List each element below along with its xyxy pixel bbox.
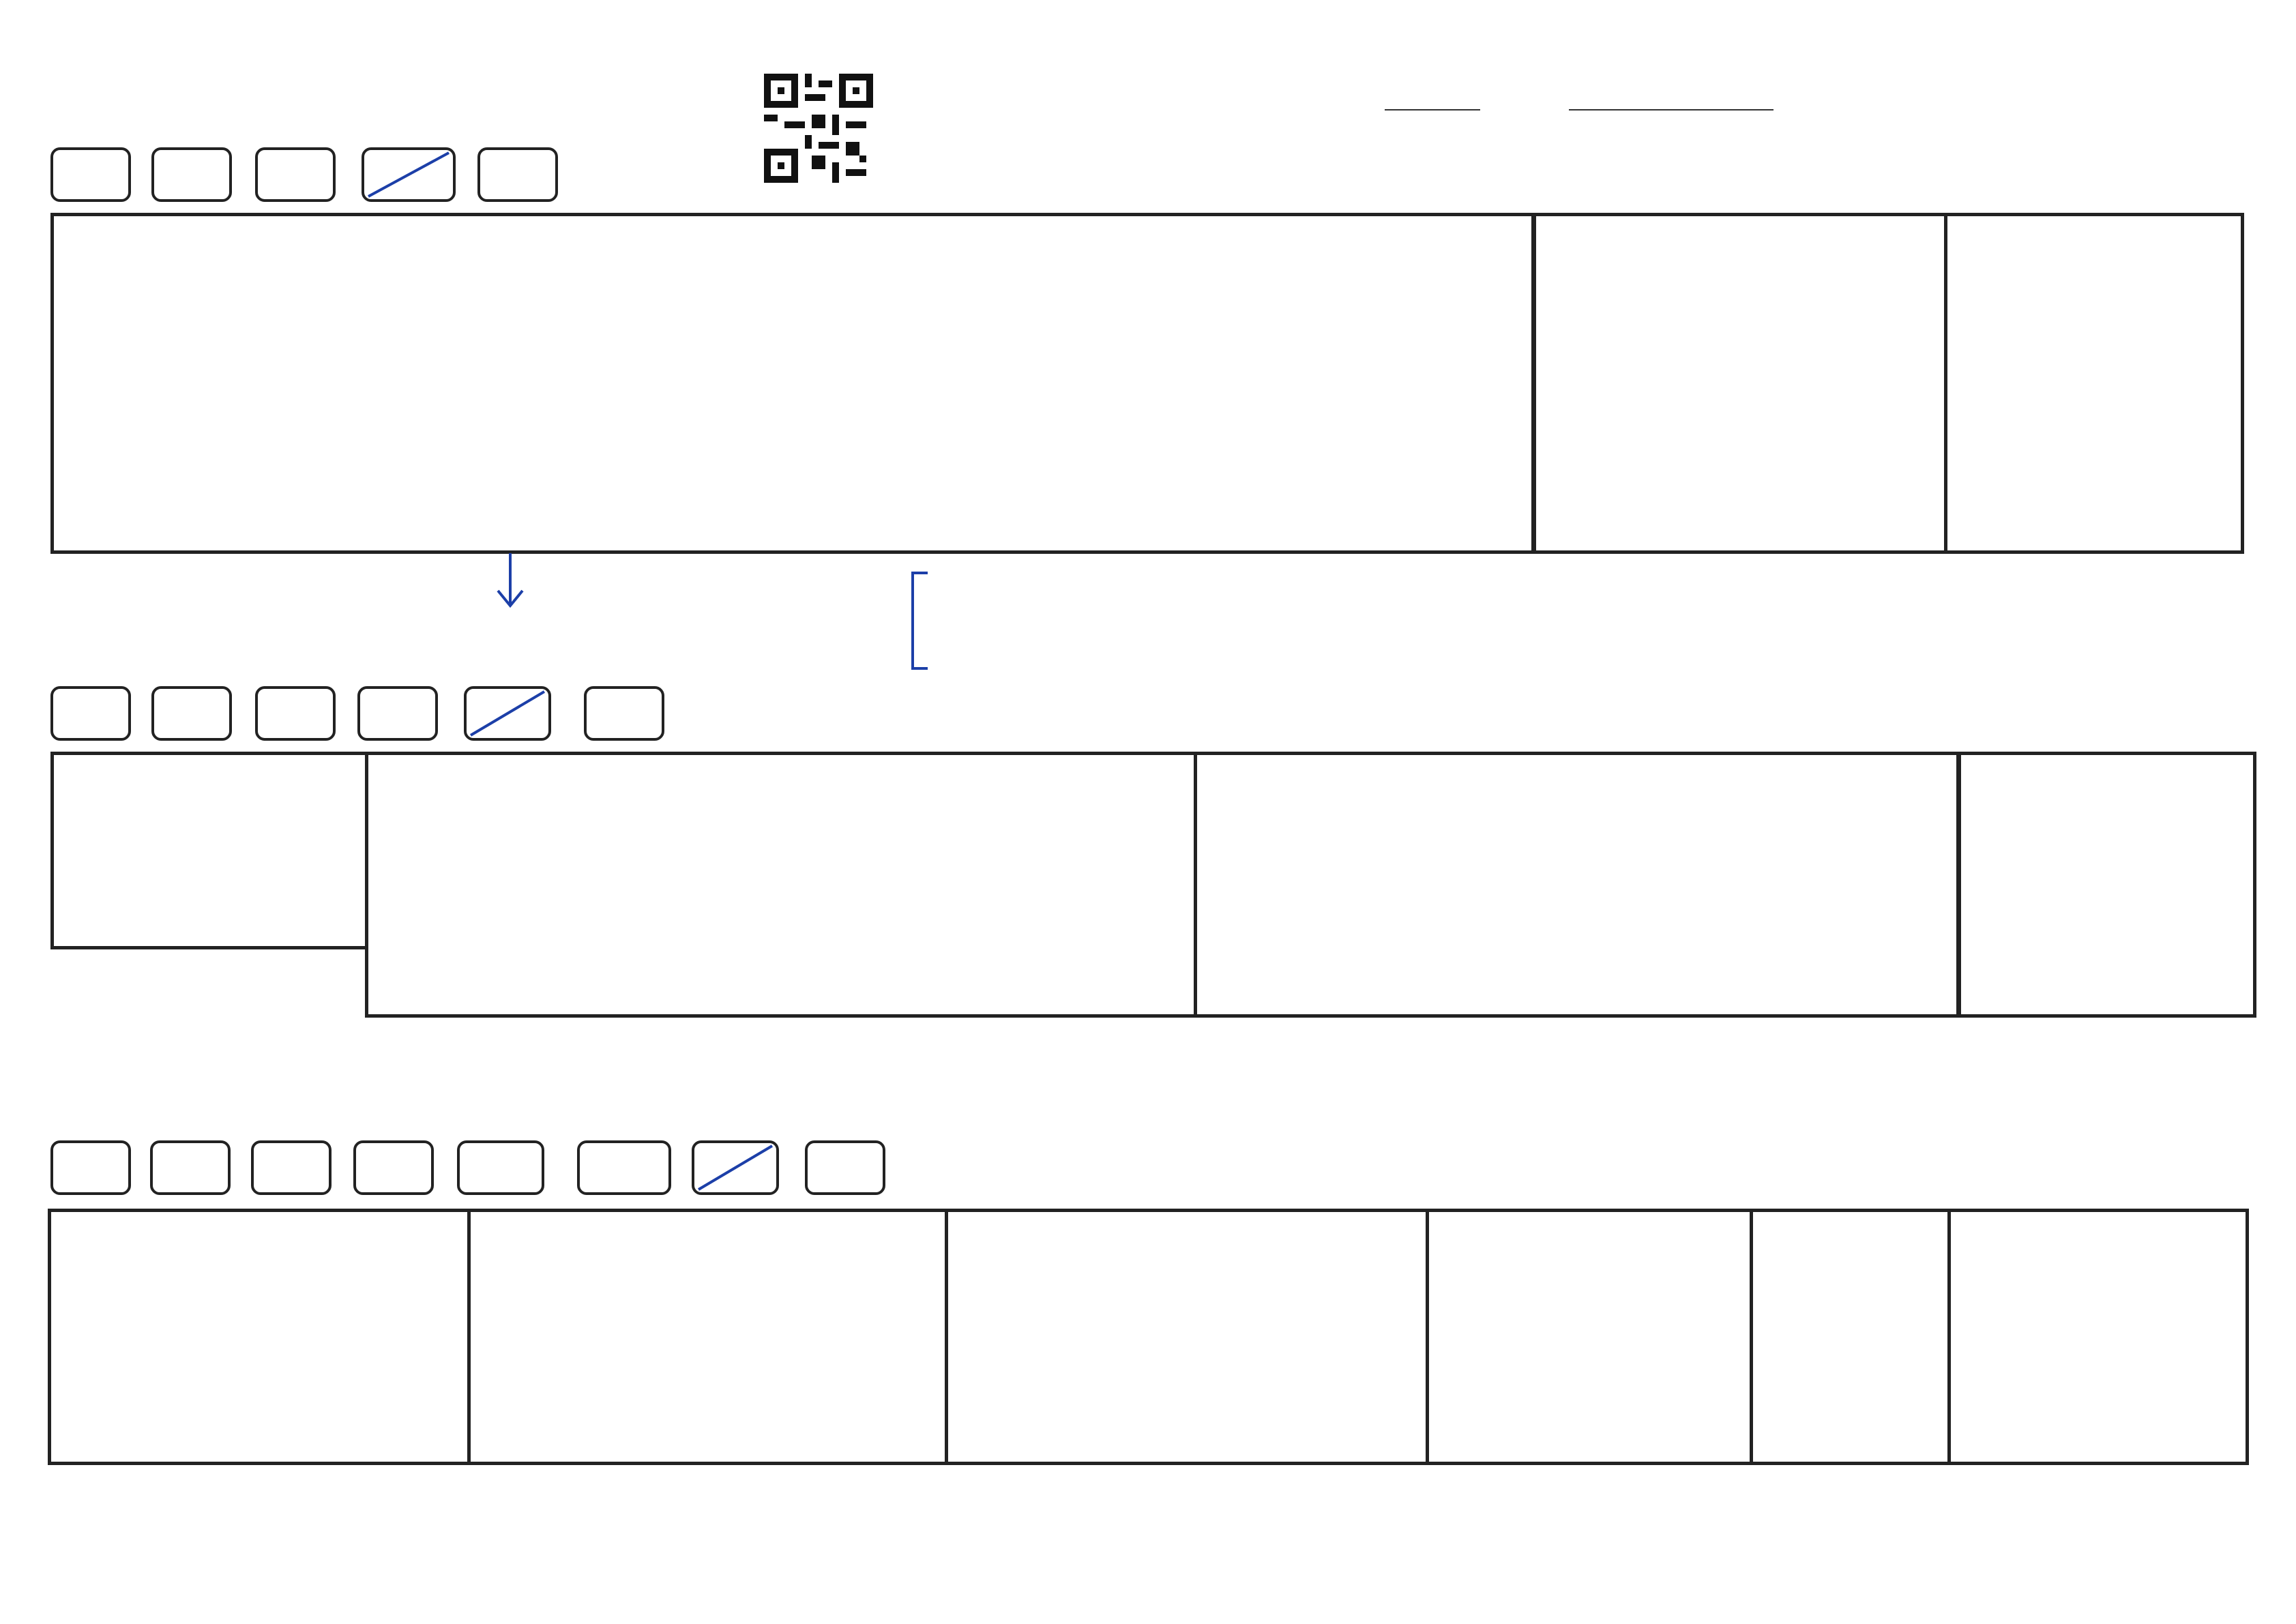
opponent-total[interactable] [584, 686, 664, 741]
reporter-box-2[interactable] [255, 147, 336, 202]
reviewer-box-base [50, 1140, 131, 1195]
opp-speech-panel [365, 752, 1197, 1018]
opponent-box-4-strike [464, 686, 551, 741]
reporter-box-base [50, 147, 131, 202]
reviewer-box-3[interactable] [353, 1140, 434, 1195]
opp-answers-panel [1956, 752, 2256, 1018]
reporter-total[interactable] [477, 147, 558, 202]
reviewer-box-1[interactable] [150, 1140, 231, 1195]
reviewer-box-6-strike [692, 1140, 779, 1195]
reviewer-box-5[interactable] [577, 1140, 671, 1195]
opponent-box-3[interactable] [357, 686, 438, 741]
rev-report-panel [467, 1209, 948, 1465]
opponent-box-2[interactable] [255, 686, 336, 741]
opp-questions-panel [50, 752, 368, 949]
reviewer-box-2[interactable] [251, 1140, 332, 1195]
opp-discussion-panel [1194, 752, 1961, 1018]
rev-discussion-panel [1426, 1209, 1753, 1465]
signature[interactable] [1569, 109, 1773, 110]
citations-bracket [907, 566, 934, 675]
rev-questions-panel [48, 1209, 471, 1465]
rev-opposition-panel [945, 1209, 1429, 1465]
rep-answers-panel [1944, 213, 2244, 554]
report-table [50, 213, 1536, 554]
problem-number[interactable] [1385, 109, 1480, 110]
reporter-box-1[interactable] [151, 147, 232, 202]
qr-code [764, 74, 873, 183]
rev-answers-panel [1947, 1209, 2249, 1465]
arrow-down [490, 550, 531, 611]
reviewer-total[interactable] [805, 1140, 885, 1195]
reporter-box-3-strike [362, 147, 456, 202]
opponent-box-base [50, 686, 131, 741]
rev-missed-panel [1750, 1209, 1951, 1465]
opponent-box-1[interactable] [151, 686, 232, 741]
reviewer-box-4[interactable] [457, 1140, 544, 1195]
rep-discussion-panel [1531, 213, 1947, 554]
